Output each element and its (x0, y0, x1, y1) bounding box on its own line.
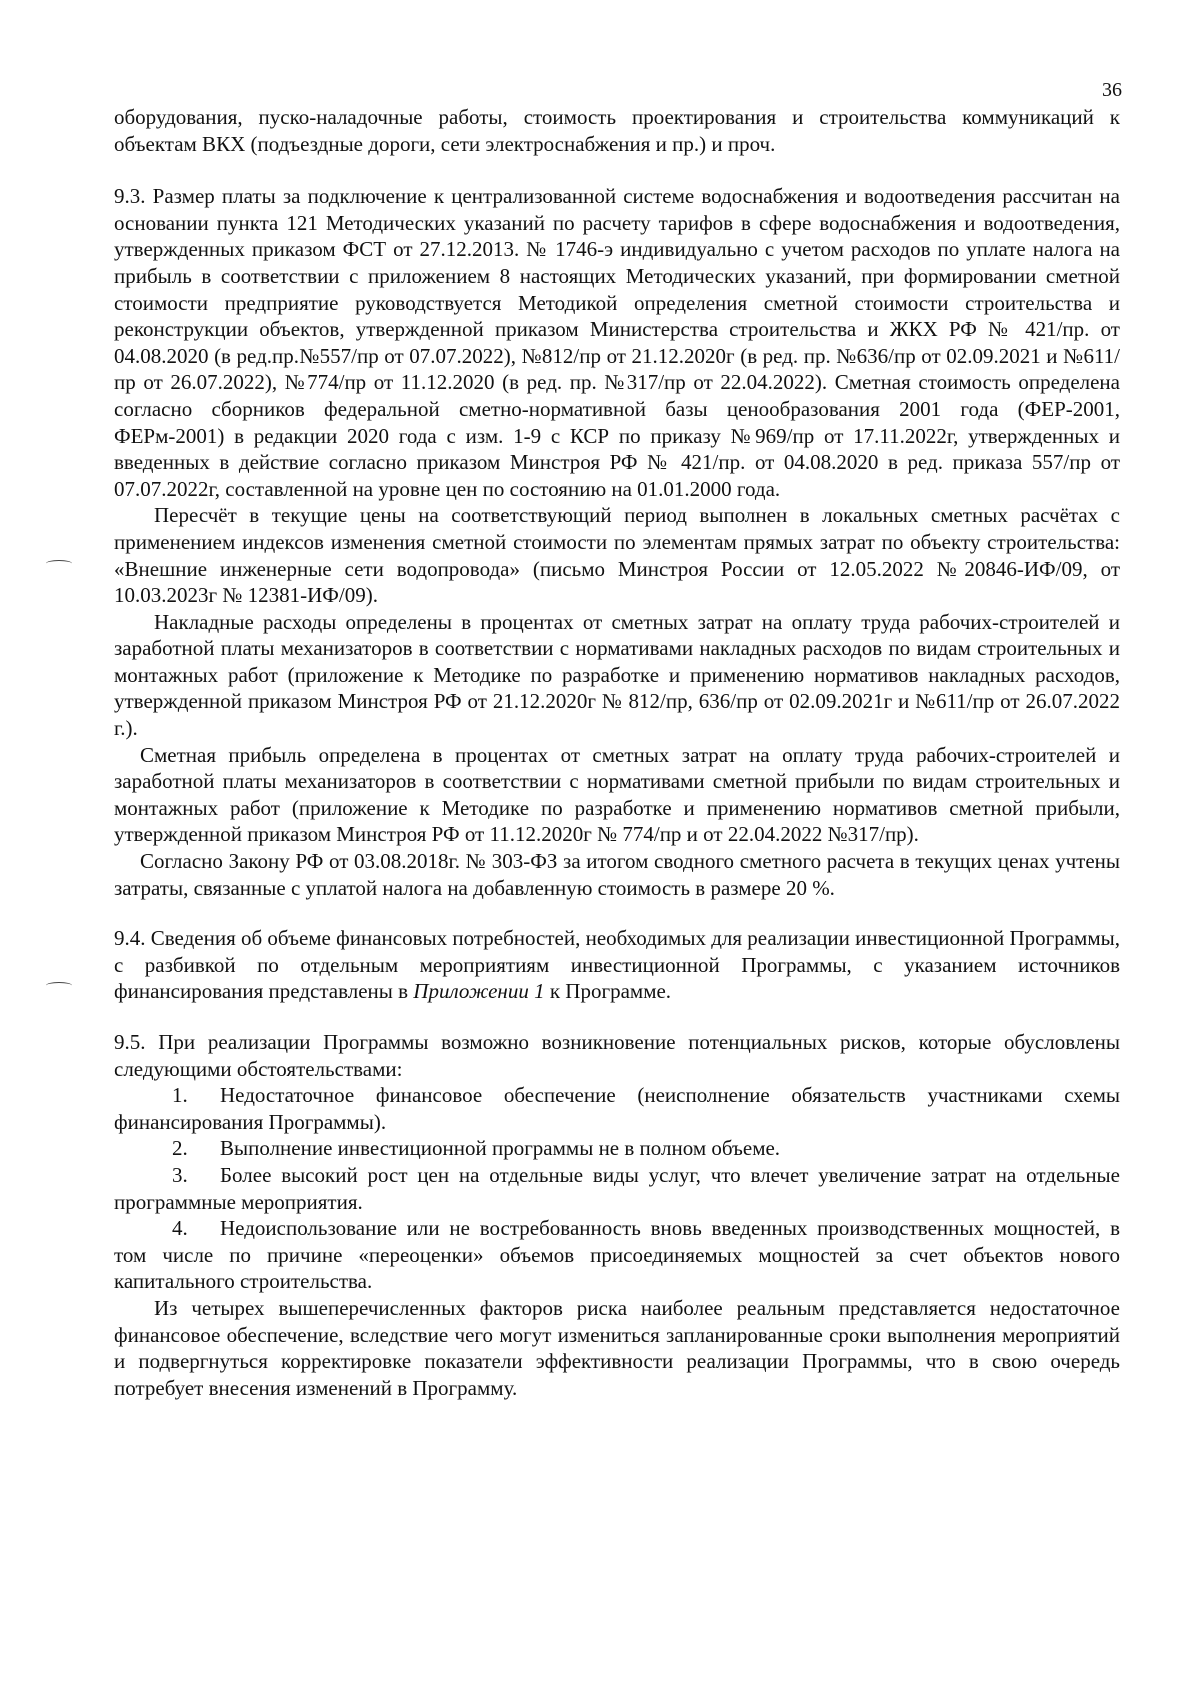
risk-number: 3. (172, 1162, 188, 1187)
risk-text: Недостаточное финансовое обеспечение (неисполнение обязательств участниками схемы финансирования Программы). (114, 1083, 1120, 1134)
risk-item (114, 1082, 1120, 1135)
document-body (114, 104, 1120, 1401)
paragraph-vat: Согласно Закону РФ от 03.08.2018г. № 303-ФЗ за итогом сводного сметного расчета в текущих ценах учтены затраты, связанные с уплатой налога на добавленную стоимость в размере 20 %. (114, 849, 1120, 900)
risk-text: Недоиспользование или не востребованность вновь введенных производственных мощностей, в том числе по причине «переоценки» объемов присоединяемых мощностей за счет объектов нового капитального строительства. (114, 1216, 1120, 1294)
margin-mark (46, 560, 72, 567)
paragraph-9-3: 9.3. Размер платы за подключение к централизованной системе водоснабжения и водоотведения рассчитан на основании пункта 121 Методических указаний по расчету тарифов в сфере водоснабжения и водоотведения, утвержденных приказом ФСТ от 27.12.2013. № 1746-э индивидуально с учетом расходов по уплате налога на прибыль в соответствии с приложением 8 настоящих Методических указаний, при формировании сметной стоимости предприятие руководствуется Методикой определения сметной стоимости строительства и реконструкции объектов, утвержденной приказом Министерства строительства и ЖКХ РФ № 421/пр. от 04.08.2020 (в ред.пр.№557/пр от 07.07.2022), №812/пр от 21.12.2020г (в ред. пр. №636/пр от 02.09.2021 и №611/пр от 26.07.2022), №774/пр от 11.12.2020 (в ред. пр. №317/пр от 22.04.2022). Сметная стоимость определена согласно сборников федеральной сметно-нормативной базы ценообразования 2001 года (ФЕР-2001, ФЕРм-2001) в редакции 2020 года с изм. 1-9 с КСР по приказу №969/пр от 17.11.2022г, утвержденных и введенных в действие согласно приказом Минстроя РФ № 421/пр. от 04.08.2020 в ред. приказа 557/пр от 07.07.2022г, составленной на уровне цен по состоянию на 01.01.2000 года. (114, 184, 1120, 501)
risk-item (114, 1135, 1120, 1162)
risk-item (114, 1162, 1120, 1215)
risk-item (114, 1215, 1120, 1295)
paragraph-overhead: Накладные расходы определены в процентах от сметных затрат на оплату труда рабочих-строителей и заработной платы механизаторов в соответствии с нормативами накладных расходов по видам строительных и монтажных работ (приложение к Методике по разработке и применению нормативов накладных расходов, утвержденной приказом Минстроя РФ от 21.12.2020г № 812/пр, 636/пр от 02.09.2021г и №611/пр от 26.07.2022 г.). (114, 609, 1120, 741)
risk-text: Выполнение инвестиционной программы не в полном объеме. (220, 1136, 781, 1161)
paragraph-conclusion: Из четырех вышеперечисленных факторов риска наиболее реальным представляется недостаточное финансовое обеспечение, вследствие чего могут измениться запланированные сроки выполнения мероприятий и подвергнуться корректировке показатели эффективности реализации Программы, что в свою очередь потребует внесения изменений в Программу. (114, 1295, 1120, 1400)
risk-text: Более высокий рост цен на отдельные виды услуг, что влечет увеличение затрат на отдельные программные мероприятия. (114, 1162, 1120, 1214)
appendix-reference: Приложении 1 (413, 979, 545, 1004)
paragraph-9-4-text: 9.4. Сведения об объеме финансовых потребностей, необходимых для реализации инвестиционной Программы, с разбивкой по отдельным мероприятиям инвестиционной Программы, с указанием источников финансирования представлены в (114, 926, 1120, 1004)
risk-number: 1. (172, 1083, 188, 1108)
paragraph-9-4-tail: к Программе. (544, 979, 672, 1004)
paragraph-9-5: 9.5. При реализации Программы возможно возникновение потенциальных рисков, которые обусловлены следующими обстоятельствами: (114, 1030, 1120, 1081)
risk-number: 4. (172, 1216, 188, 1241)
paragraph-profit: Сметная прибыль определена в процентах от сметных затрат на оплату труда рабочих-строителей и заработной платы механизаторов в соответствии с нормативами сметной прибыли по видам строительных и монтажных работ (приложение к Методике по разработке и применению нормативов сметной прибыли, утвержденной приказом Минстроя РФ от 11.12.2020г № 774/пр и от 22.04.2022 №317/пр). (114, 742, 1120, 847)
paragraph-equipment: оборудования, пуско-наладочные работы, стоимость проектирования и строительства коммуникаций к объектам ВКХ (подъездные дороги, сети электроснабжения и пр.) и проч. (114, 105, 1120, 156)
margin-mark (46, 982, 72, 989)
page-number: 36 (1102, 79, 1122, 101)
paragraph-recalculation: Пересчёт в текущие цены на соответствующий период выполнен в локальных сметных расчётах с применением индексов изменения сметной стоимости по элементам прямых затрат по объекту строительства: «Внешние инженерные сети водопровода» (письмо Минстроя России от 12.05.2022 №20846-ИФ/09, от 10.03.2023г № 12381-ИФ/09). (114, 503, 1120, 608)
paragraph-9-4 (114, 925, 1120, 1005)
risk-number: 2. (172, 1136, 188, 1161)
